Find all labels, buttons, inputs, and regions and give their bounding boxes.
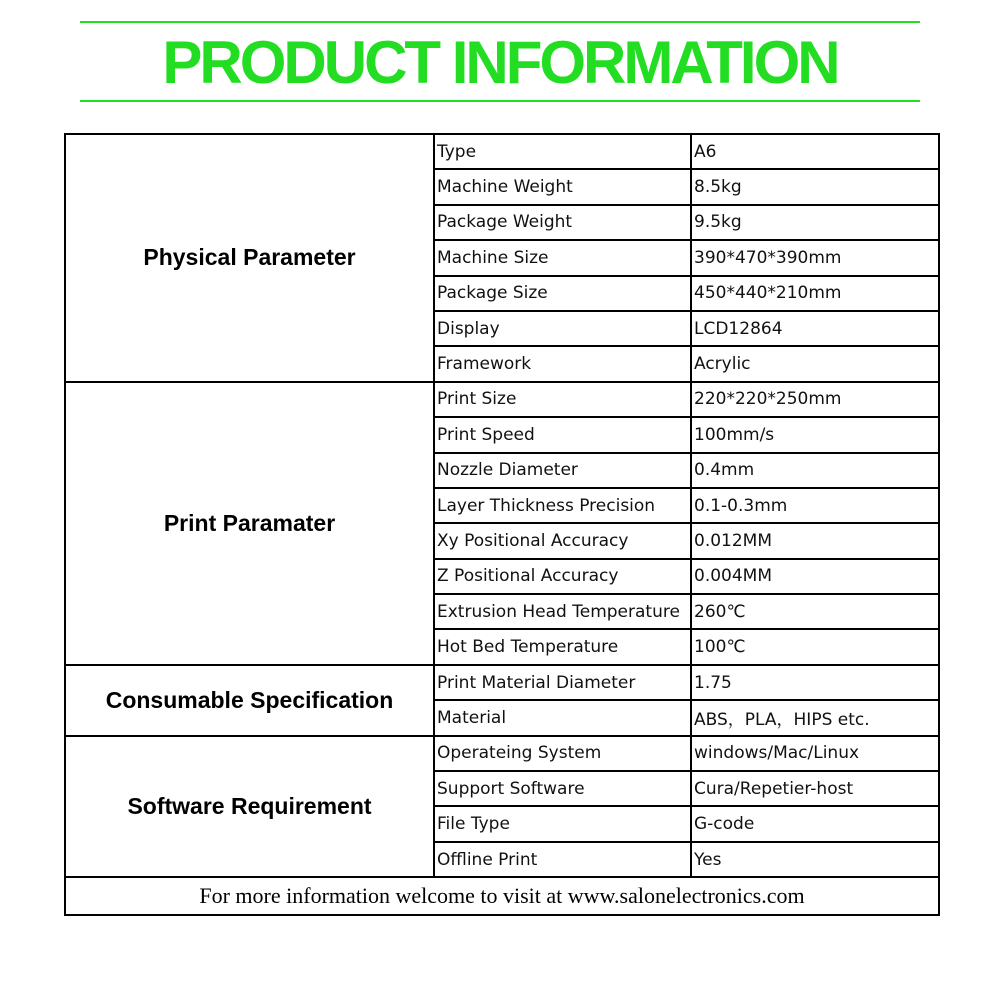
- param-name: Extrusion Head Temperature: [434, 594, 691, 629]
- page-title: PRODUCT INFORMATION: [162, 29, 838, 96]
- param-value: 0.1-0.3mm: [691, 488, 939, 523]
- param-value: 450*440*210mm: [691, 276, 939, 311]
- param-name: Operateing System: [434, 736, 691, 771]
- param-value: Yes: [691, 842, 939, 877]
- param-value: 1.75: [691, 665, 939, 700]
- param-value: 100mm/s: [691, 417, 939, 452]
- table-row: [65, 736, 939, 771]
- param-name: Package Size: [434, 276, 691, 311]
- param-value: A6: [691, 134, 939, 169]
- param-name: Support Software: [434, 771, 691, 806]
- param-value: windows/Mac/Linux: [691, 736, 939, 771]
- group-label: Software Requirement: [65, 736, 434, 878]
- param-name: Layer Thickness Precision: [434, 488, 691, 523]
- param-value: G-code: [691, 806, 939, 841]
- param-name: Print Material Diameter: [434, 665, 691, 700]
- param-name: Type: [434, 134, 691, 169]
- table-row: [65, 134, 939, 169]
- param-value: 8.5kg: [691, 169, 939, 204]
- footer-row: [65, 877, 939, 915]
- param-value: 9.5kg: [691, 205, 939, 240]
- param-name: Hot Bed Temperature: [434, 629, 691, 664]
- param-name: File Type: [434, 806, 691, 841]
- param-value: 220*220*250mm: [691, 382, 939, 417]
- param-value: 100℃: [691, 629, 939, 664]
- table-row: [65, 382, 939, 417]
- param-name: Xy Positional Accuracy: [434, 523, 691, 558]
- param-value: 390*470*390mm: [691, 240, 939, 275]
- param-name: Z Positional Accuracy: [434, 559, 691, 594]
- param-name: Machine Size: [434, 240, 691, 275]
- group-label: Consumable Specification: [65, 665, 434, 736]
- param-value: Acrylic: [691, 346, 939, 381]
- group-label: Physical Parameter: [65, 134, 434, 382]
- param-name: Offline Print: [434, 842, 691, 877]
- param-value: LCD12864: [691, 311, 939, 346]
- param-name: Print Speed: [434, 417, 691, 452]
- spec-table: [64, 133, 940, 916]
- param-value: Cura/Repetier-host: [691, 771, 939, 806]
- param-value: 0.004MM: [691, 559, 939, 594]
- footer-text: For more information welcome to visit at www.salonelectronics.com: [65, 877, 939, 915]
- param-value: 0.012MM: [691, 523, 939, 558]
- param-name: Package Weight: [434, 205, 691, 240]
- table-row: [65, 665, 939, 700]
- param-name: Machine Weight: [434, 169, 691, 204]
- param-name: Nozzle Diameter: [434, 453, 691, 488]
- param-name: Print Size: [434, 382, 691, 417]
- param-name: Material: [434, 700, 691, 735]
- top-green-rule: [80, 21, 920, 23]
- param-name: Framework: [434, 346, 691, 381]
- param-value: ABS，PLA，HIPS etc.: [691, 700, 939, 735]
- param-name: Display: [434, 311, 691, 346]
- group-label: Print Paramater: [65, 382, 434, 665]
- param-value: 260℃: [691, 594, 939, 629]
- param-value: 0.4mm: [691, 453, 939, 488]
- bottom-green-rule: [80, 100, 920, 102]
